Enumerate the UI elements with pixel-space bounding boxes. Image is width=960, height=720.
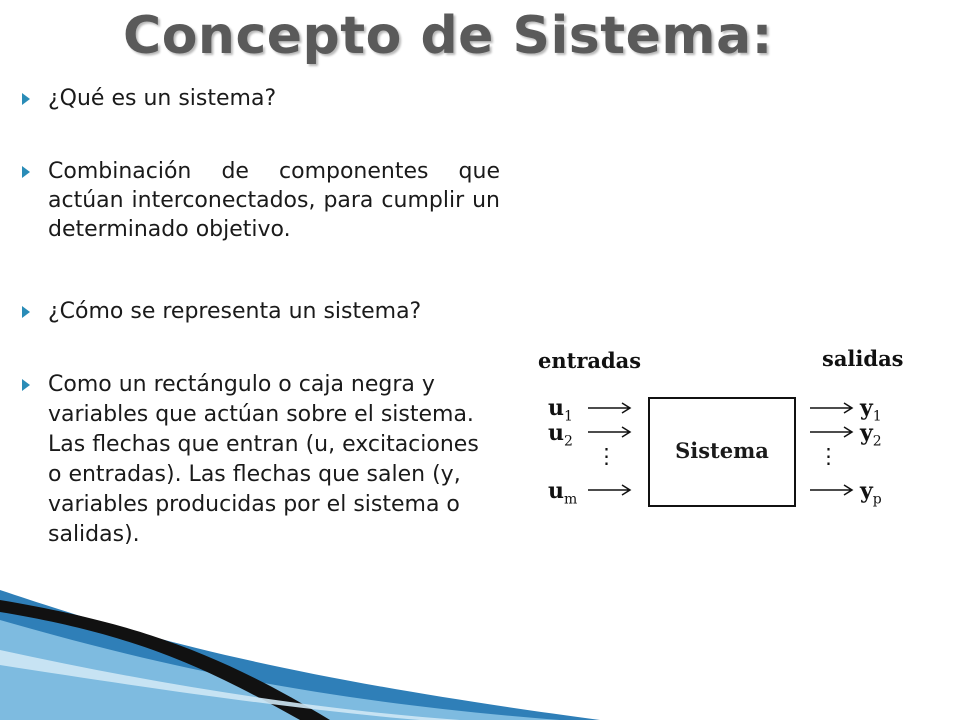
input-arrow [588,403,630,413]
outputs-label: salidas [822,346,904,371]
output-arrow [810,403,852,413]
slide-title-text: Concepto de Sistema: [123,6,773,66]
input-arrow [588,485,630,495]
bullet-text: ¿Qué es un sistema? [48,86,277,111]
output-y1: $y_1$ [860,395,882,425]
inputs-label: entradas [538,348,642,373]
output-y2: $y_2$ [860,420,882,450]
bullet-arrow-icon [22,379,30,391]
input-u2: $u_2$ [548,420,573,450]
bullet-item [22,84,500,113]
system-box-label: Sistema [675,438,769,463]
output-yp: $y_p$ [860,478,882,508]
input-arrow [588,427,630,437]
bullet-text: ¿Cómo se representa un sistema? [48,299,422,324]
input-u1: $u_1$ [548,395,573,425]
bullet-item [22,297,500,326]
bullet-text: Combinación de componentes que actúan interconectados, para cumplir un determinado objetivo. [48,159,500,242]
output-arrow [810,485,852,495]
output-arrow [810,427,852,437]
outputs-ellipsis: ⋮ [818,444,839,468]
bullet-arrow-icon [22,93,30,105]
bullet-item [22,370,500,550]
bullet-text: Como un rectángulo o caja negra y variables que actúan sobre el sistema. Las flechas que entran (u, excitaciones o entradas). Las flechas que salen (y, variables producidas por el sistema o salidas). [48,372,479,547]
input-um: $u_m$ [548,478,578,508]
bullet-arrow-icon [22,306,30,318]
bullet-arrow-icon [22,166,30,178]
decorative-swoosh [0,590,600,720]
slide-title [0,6,960,66]
bullet-item [22,157,500,244]
inputs-ellipsis: ⋮ [596,444,617,468]
system-block-diagram [530,340,930,530]
diagram-arrows [530,340,930,530]
